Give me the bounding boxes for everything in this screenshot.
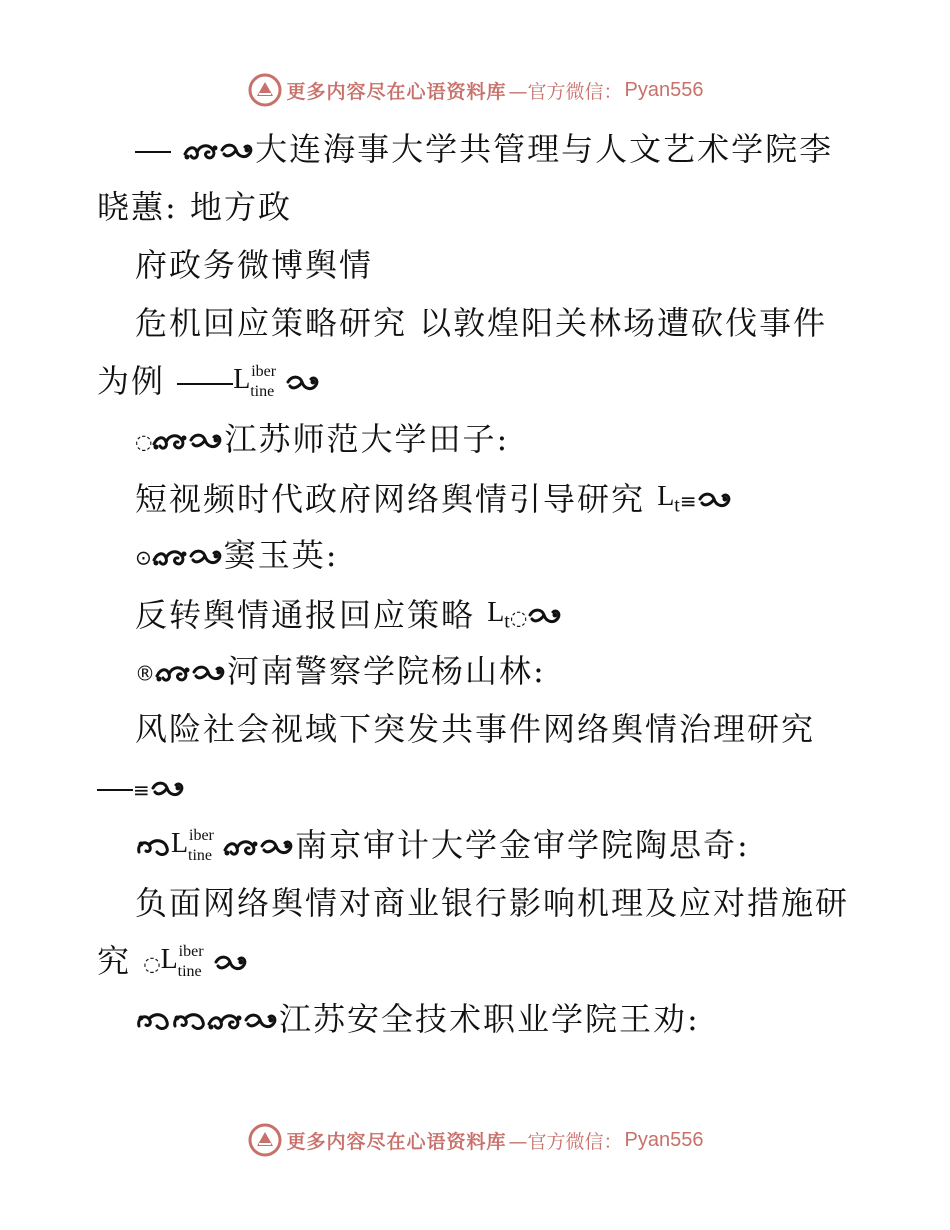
line-text: 负面网络舆情对商业银行影响机理及应对措施研 <box>135 884 850 922</box>
text-line <box>97 874 877 932</box>
symbol-mark: ◌ <box>509 605 528 630</box>
banner-wechat-id: Pyan556 <box>624 78 704 101</box>
swirl-ornament-icon <box>150 778 186 802</box>
text-line <box>97 236 877 294</box>
swirl-ornament-icon <box>152 430 188 454</box>
text-line <box>97 932 877 990</box>
line-text: 河南警察学院杨山林: <box>227 652 546 690</box>
line-text: 大连海事大学共管理与人文艺术学院李 <box>255 130 834 168</box>
swirl-ornament-icon <box>171 1010 207 1034</box>
symbol-mark: ≡ <box>679 489 697 514</box>
book-logo-icon <box>247 1122 283 1158</box>
swirl-ornament-icon <box>155 662 191 686</box>
text-line <box>97 178 877 236</box>
text-line <box>97 294 877 352</box>
text-line <box>97 990 877 1048</box>
lt-glyph: $L_t$ <box>487 597 510 633</box>
swirl-ornament-icon <box>285 372 321 396</box>
liber-tine-glyph: L iber tine <box>160 942 204 980</box>
document-body <box>97 120 877 1048</box>
banner-main-text: 更多内容尽在心语资料库 <box>286 1130 507 1153</box>
line-text: 江苏安全技术职业学院王劝: <box>279 1000 700 1038</box>
dash-mark <box>135 151 171 153</box>
text-line <box>97 642 877 700</box>
swirl-ornament-icon <box>223 836 259 860</box>
text-line <box>97 120 877 178</box>
line-text: 究 <box>97 942 132 980</box>
line-text: 府政务微博舆情 <box>135 246 374 284</box>
book-logo-icon <box>247 72 283 108</box>
symbol-mark: ® <box>135 661 155 686</box>
line-text: 反转舆情通报回应策略 <box>135 595 476 634</box>
swirl-ornament-icon <box>135 836 171 860</box>
liber-tine-glyph: L iber tine <box>233 362 277 400</box>
text-line <box>97 352 877 410</box>
text-line <box>97 816 877 874</box>
line-text: 风险社会视域下突发共事件网络舆情治理研究 <box>135 710 816 748</box>
swirl-ornament-icon <box>152 546 188 570</box>
swirl-ornament-icon <box>191 662 227 686</box>
symbol-mark: ◌ <box>143 951 161 976</box>
banner-wechat-id: Pyan556 <box>624 1128 704 1151</box>
text-line <box>97 410 877 468</box>
dash-mark <box>97 789 133 791</box>
text-line <box>97 468 877 526</box>
symbol-mark: ⊙ <box>135 545 152 570</box>
swirl-ornament-icon <box>697 489 733 513</box>
liber-tine-glyph: L iber tine <box>171 826 214 864</box>
line-text: 为例 <box>97 362 166 400</box>
text-line <box>97 700 877 758</box>
line-text: 江苏师范大学田子: <box>224 420 510 458</box>
line-text: 短视频时代政府网络舆情引导研究 <box>135 479 646 518</box>
line-text: 窦玉英: <box>223 536 339 574</box>
line-text: 南京审计大学金审学院陶思奇: <box>295 826 750 864</box>
text-line <box>97 584 877 642</box>
swirl-ornament-icon <box>259 836 295 860</box>
symbol-mark: ◌ <box>135 429 153 454</box>
swirl-ornament-icon <box>188 430 224 454</box>
swirl-ornament-icon <box>135 1010 171 1034</box>
text-line <box>97 526 877 584</box>
line-text: 晓蕙: 地方政 <box>97 188 292 226</box>
swirl-ornament-icon <box>243 1010 279 1034</box>
banner-side-text: —官方微信： <box>508 1130 623 1153</box>
swirl-ornament-icon <box>527 605 563 629</box>
lt-glyph: $L_t$ <box>657 481 680 517</box>
footer-watermark-banner <box>0 1120 950 1160</box>
text-line <box>97 758 877 816</box>
banner-side-text: —官方微信： <box>508 80 623 103</box>
header-watermark-banner <box>0 70 950 110</box>
dash-mark <box>177 383 233 385</box>
swirl-ornament-icon <box>183 140 219 164</box>
banner-main-text: 更多内容尽在心语资料库 <box>286 80 507 103</box>
swirl-ornament-icon <box>219 140 255 164</box>
swirl-ornament-icon <box>188 546 224 570</box>
symbol-mark: ≡ <box>133 777 150 802</box>
line-text: 危机回应策略研究 以敦煌阳关林场遭砍伐事件 <box>135 304 828 342</box>
swirl-ornament-icon <box>207 1010 243 1034</box>
swirl-ornament-icon <box>213 952 249 976</box>
